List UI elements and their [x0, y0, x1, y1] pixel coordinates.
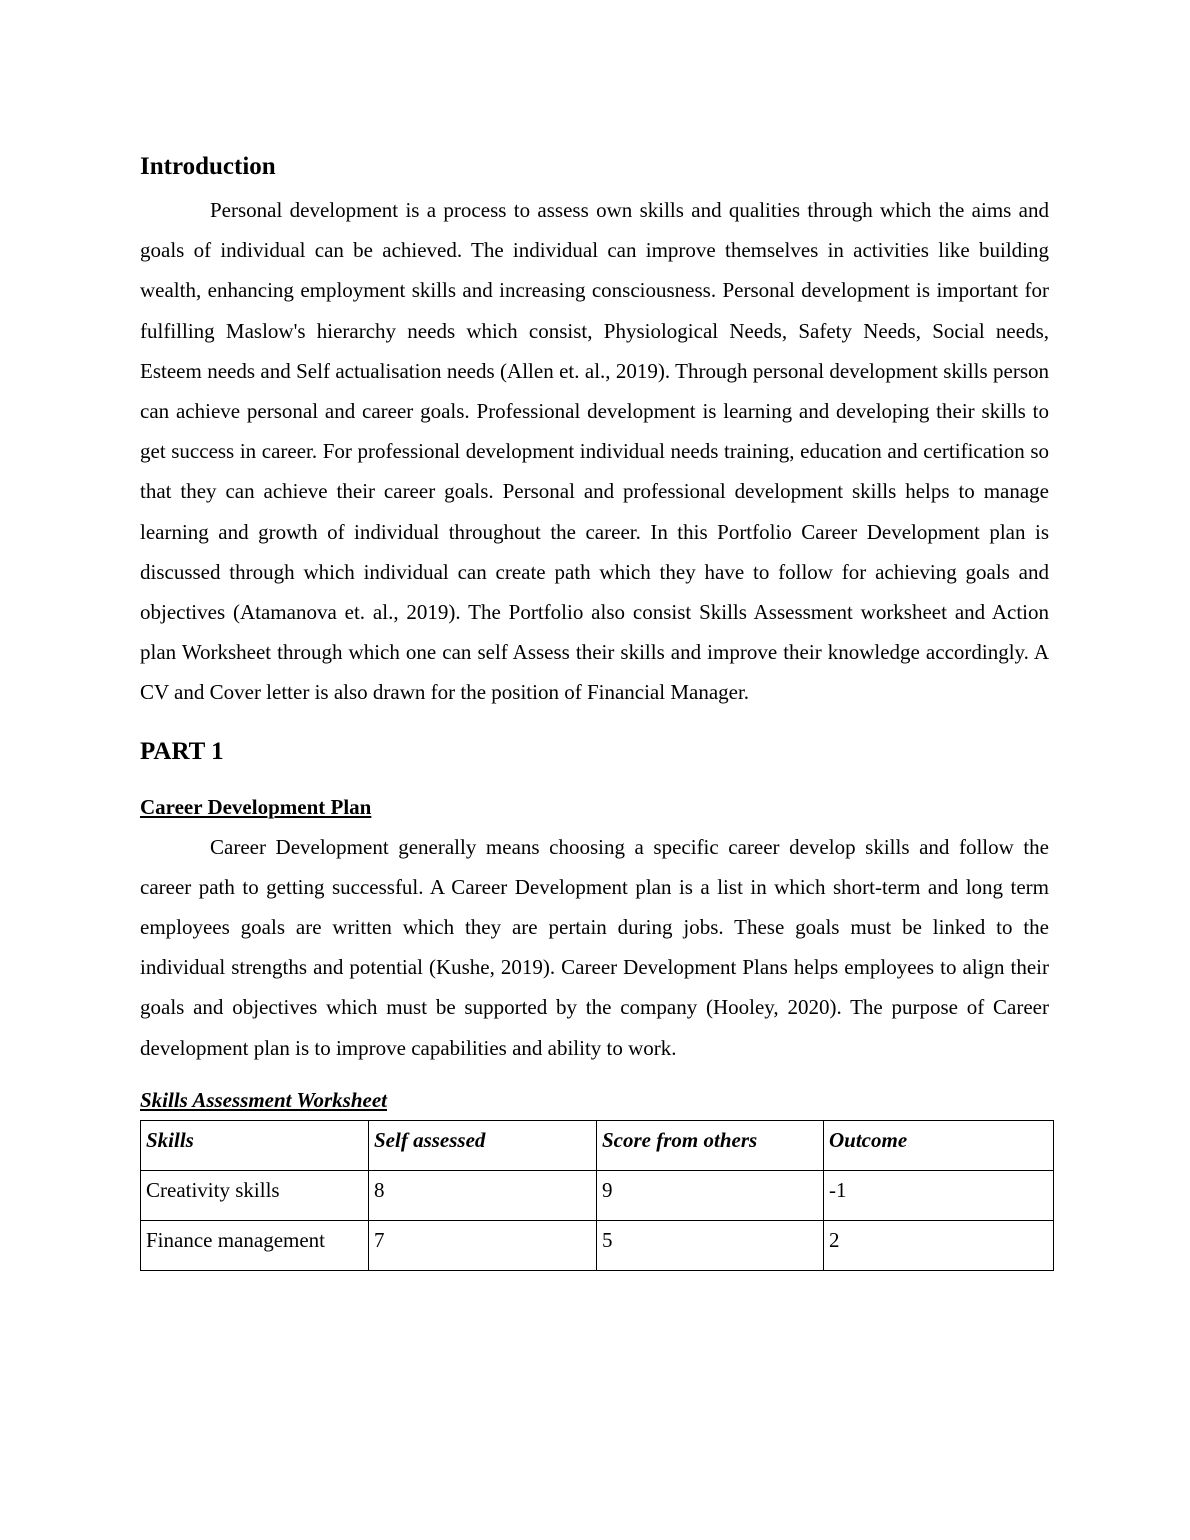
- column-header-outcome: Outcome: [824, 1120, 1054, 1170]
- table-cell: 7: [369, 1220, 597, 1270]
- table-row: [141, 1170, 1054, 1220]
- skills-worksheet-heading: Skills Assessment Worksheet: [140, 1087, 387, 1112]
- introduction-paragraph: Personal development is a process to assess own skills and qualities through which the aims and goals of individual can be achieved. The individual can improve themselves in activities like building wealth, enhancing employment skills and increasing consciousness. Personal development is important for fulfilling Maslow's hierarchy needs which consist, Physiological Needs, Safety Needs, Social needs, Esteem needs and Self actualisation needs (Allen et. al., 2019). Through personal development skills person can achieve personal and career goals. Professional development is learning and developing their skills to get success in career. For professional development individual needs training, education and certification so that they can achieve their career goals. Personal and professional development skills helps to manage learning and growth of individual throughout the career. In this Portfolio Career Development plan is discussed through which individual can create path which they have to follow for achieving goals and objectives (Atamanova et. al., 2019). The Portfolio also consist Skills Assessment worksheet and Action plan Worksheet through which one can self Assess their skills and improve their knowledge accordingly. A CV and Cover letter is also drawn for the position of Financial Manager.: [140, 198, 1049, 705]
- table-cell: 5: [597, 1220, 824, 1270]
- career-plan-heading: Career Development Plan: [140, 794, 372, 819]
- part1-heading: PART 1: [140, 737, 224, 765]
- introduction-heading: Introduction: [140, 153, 276, 180]
- career-plan-paragraph: Career Development generally means choosing a specific career develop skills and follow the career path to getting successful. A Career Development plan is a list in which short-term and long term employees goals are written which they are pertain during jobs. These goals must be linked to the individual strengths and potential (Kushe, 2019). Career Development Plans helps employees to align their goals and objectives which must be supported by the company (Hooley, 2020). The purpose of Career development plan is to improve capabilities and ability to work.: [140, 834, 1049, 1060]
- column-header-score-from-others: Score from others: [597, 1120, 824, 1170]
- skills-assessment-table: [140, 1120, 1054, 1271]
- column-header-skills: Skills: [141, 1120, 369, 1170]
- table-header-row: [141, 1120, 1054, 1170]
- table-cell: Finance management: [141, 1220, 369, 1270]
- table-cell: 8: [369, 1170, 597, 1220]
- table-cell: Creativity skills: [141, 1170, 369, 1220]
- table-cell: 2: [824, 1220, 1054, 1270]
- table-cell: 9: [597, 1170, 824, 1220]
- document-page: [140, 148, 1049, 1271]
- table-row: [141, 1220, 1054, 1270]
- column-header-self-assessed: Self assessed: [369, 1120, 597, 1170]
- table-cell: -1: [824, 1170, 1054, 1220]
